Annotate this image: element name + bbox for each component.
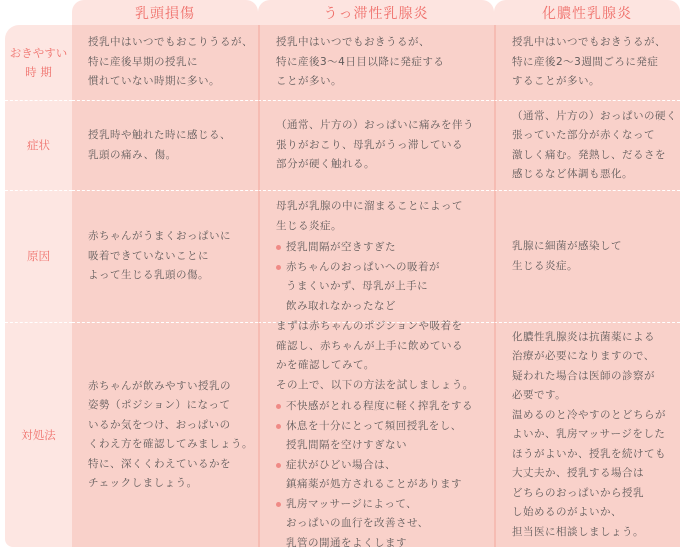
cell-line: 感じるなど体調も悪化。 — [512, 165, 672, 185]
cell-line: （通常、片方の）おっぱいの硬く — [512, 107, 672, 127]
cell-line: 確認し、赤ちゃんが上手に飲めている — [276, 337, 486, 357]
column-header: 化膿性乳腺炎 — [494, 0, 680, 25]
table-cell — [258, 322, 494, 547]
table-cell — [72, 100, 258, 190]
bullet-line: 乳管の開通をよくします — [286, 534, 486, 553]
cell-line: 赤ちゃんが飲みやすい授乳の — [88, 377, 250, 397]
cell-line: 張りがおこり、母乳がうっ滞している — [276, 136, 486, 156]
table-cell — [258, 100, 494, 190]
row-label-text — [10, 44, 68, 82]
table-cell — [494, 322, 680, 547]
bullet-line: 授乳間隔が空きすぎた — [286, 238, 486, 258]
cell-line: 激しく痛む。発熱し、だるさを — [512, 146, 672, 166]
bullet-line: 不快感がとれる程度に軽く搾乳をする — [286, 397, 486, 417]
bullet-line: 授乳間隔を空けすぎない — [286, 436, 486, 456]
row-label-line: 対処法 — [21, 426, 56, 445]
cell-line: ほうがよいか、授乳を続けても — [512, 445, 672, 465]
cell-line: 張っていた部分が赤くなって — [512, 126, 672, 146]
cell-line: くわえ方を確認してみましょう。 — [88, 435, 250, 455]
cell-line: 乳頭の痛み、傷。 — [88, 146, 250, 166]
table-cell — [258, 25, 494, 100]
bullet-list — [276, 238, 486, 316]
cell-line: （通常、片方の）おっぱいに痛みを伴う — [276, 116, 486, 136]
cell-line: 疑われた場合は医師の診察が — [512, 367, 672, 387]
bullet-line: うまくいかず、母乳が上手に — [286, 277, 486, 297]
bullet-item — [276, 456, 486, 495]
row-label-line: 時 期 — [10, 63, 68, 82]
row-label — [5, 322, 72, 547]
table-cell — [72, 322, 258, 547]
row-label-text — [27, 247, 50, 266]
cell-line: 慣れていない時期に多い。 — [88, 72, 250, 92]
bullet-line: 乳房マッサージによって、 — [286, 495, 486, 515]
cell-line: 担当医に相談しましょう。 — [512, 523, 672, 543]
bullet-line: 鎮痛薬が処方されることがあります — [286, 475, 486, 495]
table-cell — [494, 100, 680, 190]
cell-line: よって生じる乳頭の傷。 — [88, 266, 250, 286]
cell-line: 赤ちゃんがうまくおっぱいに — [88, 227, 250, 247]
cell-line: 母乳が乳腺の中に溜まることによって — [276, 197, 486, 217]
bullet-line: 赤ちゃんのおっぱいへの吸着が — [286, 258, 486, 278]
cell-line: ことが多い。 — [276, 72, 486, 92]
cell-line: 授乳時や触れた時に感じる、 — [88, 126, 250, 146]
cell-line: 化膿性乳腺炎は抗菌薬による — [512, 328, 672, 348]
cell-line: 特に、深くくわえているかを — [88, 455, 250, 475]
cell-line: 特に産後早期の授乳に — [88, 53, 250, 73]
cell-line: 治療が必要になりますので、 — [512, 347, 672, 367]
cell-line: 温めるのと冷やすのとどちらが — [512, 406, 672, 426]
cell-line: まずは赤ちゃんのポジションや吸着を — [276, 317, 486, 337]
cell-line: 姿勢（ポジション）になって — [88, 396, 250, 416]
row-label — [5, 100, 72, 190]
cell-line: 乳腺に細菌が感染して — [512, 237, 672, 257]
cell-line: その上で、以下の方法を試しましょう。 — [276, 376, 486, 396]
bullet-line: 症状がひどい場合は、 — [286, 456, 486, 476]
bullet-list — [276, 397, 486, 553]
row-label-text — [21, 426, 56, 445]
bullet-item — [276, 397, 486, 417]
cell-line: 生じる炎症。 — [512, 257, 672, 277]
cell-line: 大丈夫か、授乳する場合は — [512, 464, 672, 484]
bullet-line: 飲み取れなかったなど — [286, 297, 486, 317]
cell-line: どちらのおっぱいから授乳 — [512, 484, 672, 504]
row-label — [5, 25, 72, 100]
table-cell — [258, 190, 494, 322]
row-label-line: おきやすい — [10, 44, 68, 63]
bullet-line: 休息を十分にとって頻回授乳をし、 — [286, 417, 486, 437]
table-cell — [72, 25, 258, 100]
comparison-table — [5, 0, 680, 547]
row-label-line: 症状 — [27, 136, 50, 155]
cell-line: チェックしましょう。 — [88, 474, 250, 494]
bullet-item — [276, 417, 486, 456]
cell-line: よいか、乳房マッサージをした — [512, 425, 672, 445]
cell-line: いるか気をつけ、おっぱいの — [88, 416, 250, 436]
cell-line: 吸着できていないことに — [88, 247, 250, 267]
cell-line: 授乳中はいつでもおきうるが、 — [276, 33, 486, 53]
cell-line: し始めるのがよいか、 — [512, 503, 672, 523]
bullet-item — [276, 238, 486, 258]
row-label — [5, 190, 72, 322]
cell-line: 授乳中はいつでもおきうるが、 — [512, 33, 672, 53]
bullet-line: おっぱいの血行を改善させ、 — [286, 514, 486, 534]
table-corner — [5, 0, 72, 25]
row-label-line: 原因 — [27, 247, 50, 266]
cell-line: 特に産後3〜4日目以降に発症する — [276, 53, 486, 73]
column-header: うっ滞性乳腺炎 — [258, 0, 494, 25]
cell-line: 生じる炎症。 — [276, 217, 486, 237]
table-cell — [494, 25, 680, 100]
cell-line: 授乳中はいつでもおこりうるが、 — [88, 33, 250, 53]
table-cell — [72, 190, 258, 322]
cell-line: 特に産後2〜3週間ごろに発症 — [512, 53, 672, 73]
bullet-item — [276, 258, 486, 317]
cell-line: 必要です。 — [512, 386, 672, 406]
cell-line: 部分が硬く触れる。 — [276, 155, 486, 175]
cell-line: かを確認してみて。 — [276, 356, 486, 376]
column-header: 乳頭損傷 — [72, 0, 258, 25]
row-label-text — [27, 136, 50, 155]
cell-line: することが多い。 — [512, 72, 672, 92]
table-cell — [494, 190, 680, 322]
bullet-item — [276, 495, 486, 553]
